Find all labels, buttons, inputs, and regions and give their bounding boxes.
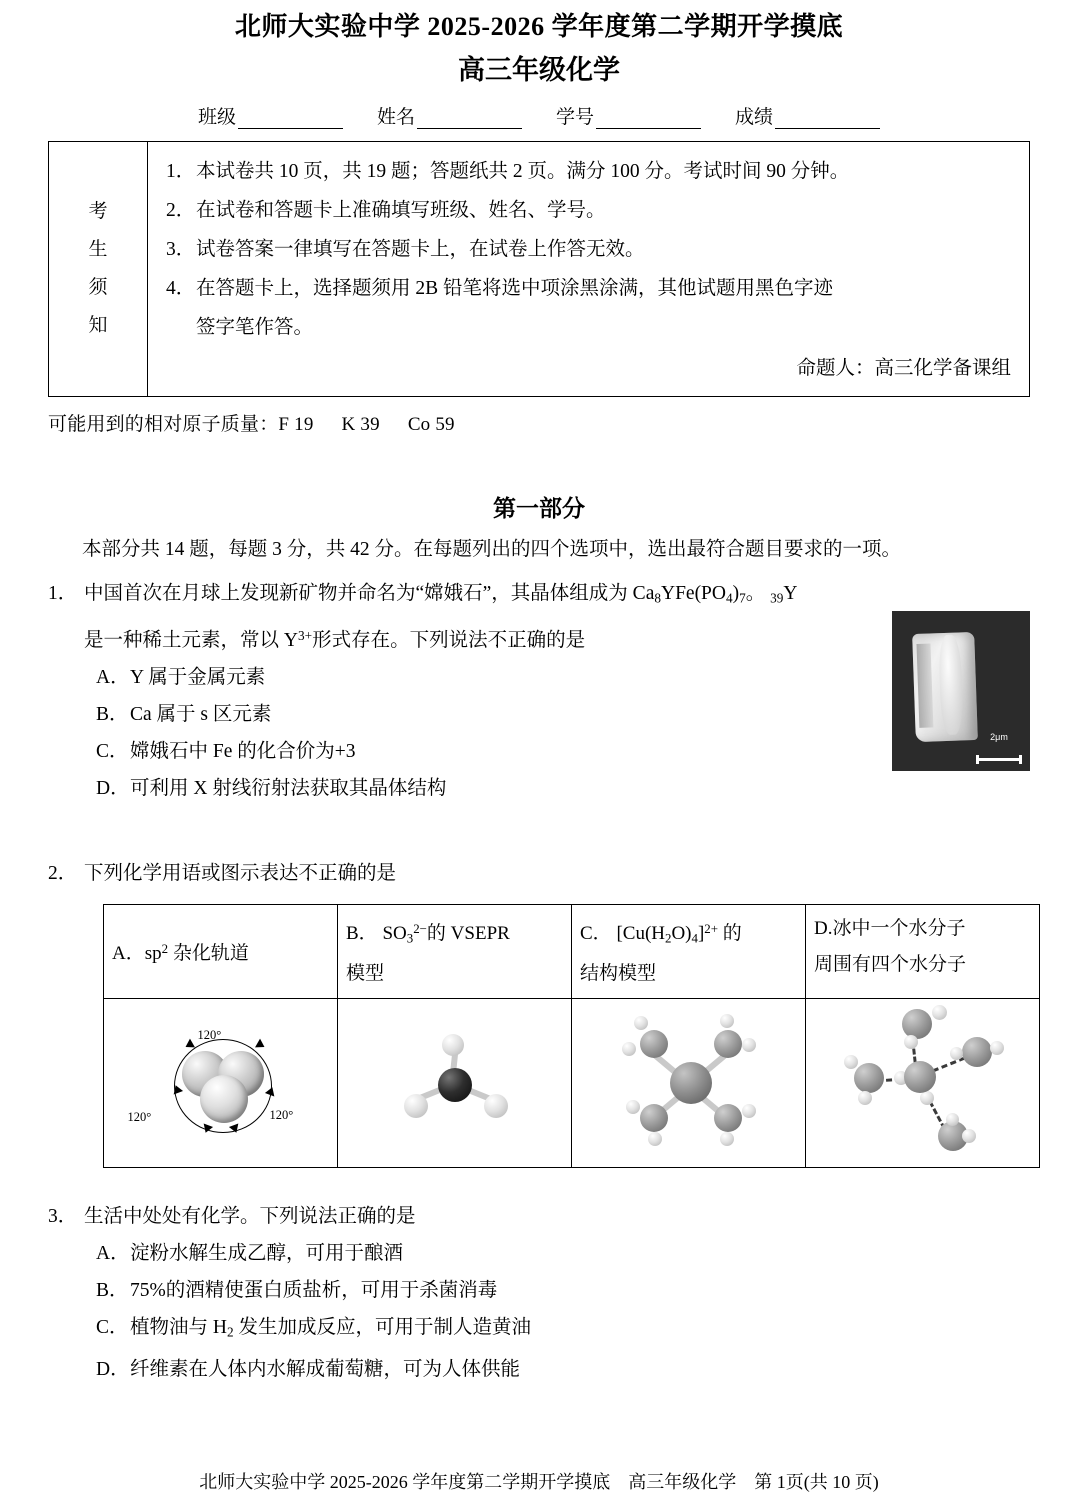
notice-item-num: 4．	[166, 278, 196, 299]
q1-stem-text-e: Y	[783, 583, 798, 604]
field-student-id-label: 学号	[556, 107, 595, 128]
question-3-option-d[interactable]	[96, 1351, 1030, 1388]
option-letter: D.	[814, 917, 833, 939]
q1-emphasis-incorrect: 不正确 · · ·	[488, 622, 547, 659]
question-2-head	[48, 855, 1030, 892]
option-text-pre: 植物油与 H	[130, 1317, 227, 1339]
notice-author: 命题人：高三化学备课组	[796, 358, 1011, 379]
hydrogen-atom	[742, 1038, 756, 1052]
option-text: 淀粉水解生成乙醇，可用于酿酒	[130, 1243, 404, 1265]
option-letter: C．	[96, 740, 129, 762]
scale-bar-line	[976, 758, 1022, 761]
option-text-c1: [Cu(H	[611, 922, 665, 944]
option-text: Y 属于金属元素	[130, 666, 266, 688]
relative-atomic-mass-line	[48, 409, 1030, 436]
hydrogen-atom	[962, 1129, 976, 1143]
hydrogen-atom	[904, 1035, 918, 1049]
question-2-stem	[84, 855, 1030, 892]
notice-item	[166, 152, 1017, 191]
option-text-c2: O)	[671, 922, 692, 944]
q1-sub-8: 8	[654, 590, 661, 606]
q2-option-a-figure-cell	[104, 999, 338, 1168]
part-description: 本部分共 14 题，每题 3 分，共 42 分。在每题列出的四个选项中，选出最符合题目要求的一项。	[82, 539, 902, 560]
scale-bar	[976, 719, 1022, 761]
oxygen-atom	[640, 1030, 668, 1058]
notice-item-text: 本试卷共 10 页，共 19 题；答题纸共 2 页。满分 100 分。考试时间 90 分钟。	[196, 161, 850, 182]
question-1-option-c[interactable]	[96, 733, 1030, 770]
option-text-post: 发生加成反应，可用于制人造黄油	[233, 1317, 531, 1339]
cu-tetraaqua-complex-model	[604, 1008, 774, 1158]
option-text-a1: sp	[144, 942, 162, 964]
cu-charge: 2+	[704, 920, 719, 936]
question-3-head	[48, 1198, 1030, 1235]
field-class	[198, 102, 343, 129]
page-title: 北师大实验中学 2025-2026 学年度第二学期开学摸底	[234, 12, 844, 41]
question-3-options	[48, 1235, 1030, 1388]
option-letter: C．	[580, 922, 612, 944]
question-1	[48, 575, 1030, 807]
footer-page-number: 第 1页(共 10 页)	[754, 1472, 879, 1492]
notice-item-text: 试卷答案一律填写在答题卡上，在试卷上作答无效。	[196, 239, 645, 260]
peripheral-atom	[404, 1094, 428, 1118]
footer-subject: 高三年级化学	[628, 1472, 737, 1492]
table-row-headers	[104, 904, 1040, 998]
notice-item	[166, 230, 1017, 269]
atomic-mass-k: K 39	[341, 414, 380, 435]
hydrogen-atom	[858, 1091, 872, 1105]
option-letter: B．	[96, 703, 129, 725]
question-1-number: 1．	[48, 583, 78, 604]
scale-bar-label: 2μm	[990, 732, 1008, 742]
question-1-option-a[interactable]	[96, 659, 1030, 696]
crystal-shape	[912, 632, 978, 742]
notice-item-num: 3．	[166, 239, 196, 260]
question-1-option-b[interactable]	[96, 696, 1030, 733]
page-footer	[0, 1468, 1078, 1494]
q1-stem-line2-b: 形式存在。下列说法	[312, 629, 488, 651]
option-letter: B．	[96, 1280, 129, 1302]
hydrogen-atom	[946, 1113, 959, 1126]
option-text: 纤维素在人体内水解成葡萄糖，可为人体供能	[130, 1358, 521, 1380]
notice-label-char-3: 须	[88, 277, 108, 298]
student-info-row	[48, 102, 1030, 129]
page-subtitle: 高三年级化学	[458, 55, 620, 85]
notice-label-char-4: 知	[88, 315, 108, 336]
hydrogen-atom	[932, 1005, 947, 1020]
orbital-lobe-3	[200, 1075, 248, 1123]
sp2-hybrid-orbital-diagram	[126, 1013, 316, 1153]
field-name-blank[interactable]	[417, 110, 522, 129]
angle-label-left: 120°	[127, 1110, 152, 1125]
hydrogen-atom	[950, 1047, 963, 1060]
peripheral-atom	[484, 1094, 508, 1118]
exam-page	[0, 10, 1078, 1510]
table-row-figures	[104, 999, 1040, 1168]
oxygen-atom	[902, 1009, 932, 1039]
oxygen-atom	[854, 1063, 884, 1093]
hydrogen-atom	[648, 1132, 662, 1146]
hydrogen-atom	[634, 1016, 648, 1030]
h2-subscript: 2	[226, 1324, 234, 1340]
angle-arrow-icon	[228, 1124, 240, 1135]
angle-label-top: 120°	[197, 1028, 222, 1043]
so3-vsepr-ball-stick-model	[380, 1018, 530, 1148]
notice-item-text: 在试卷和答题卡上准确填写班级、姓名、学号。	[196, 200, 606, 221]
q2-option-b-header[interactable]	[338, 904, 572, 998]
q2-option-c-figure-cell	[572, 999, 806, 1168]
notice-item	[166, 269, 1017, 308]
question-1-option-d[interactable]	[96, 770, 1030, 807]
part-title: 第一部分	[493, 496, 585, 521]
question-3-option-a[interactable]	[96, 1235, 1030, 1272]
field-score-label: 成绩	[735, 107, 774, 128]
q2-stem-b: 的是	[357, 862, 397, 884]
q1-sub-7: 7	[739, 590, 746, 606]
question-3-number: 3．	[48, 1206, 78, 1228]
q1-stem-text-c: )	[732, 583, 740, 604]
q2-stem-a: 下列化学用语或图示表达	[84, 862, 299, 884]
option-text-c3: ]	[697, 922, 705, 944]
q2-option-a-header[interactable]	[104, 904, 338, 998]
question-2-number: 2．	[48, 862, 78, 884]
oxygen-atom	[962, 1037, 992, 1067]
field-student-id-blank[interactable]	[596, 110, 701, 129]
q1-presub-39: 39	[770, 590, 784, 606]
field-score	[735, 102, 880, 129]
field-class-label: 班级	[197, 107, 236, 128]
so3-subscript: 3	[406, 930, 414, 946]
hydrogen-atom	[920, 1091, 934, 1105]
q1-sup-3plus: 3+	[297, 627, 313, 643]
notice-item-continuation: 签字笔作答。	[196, 317, 314, 338]
option-letter: A．	[96, 666, 130, 688]
notice-body	[148, 142, 1029, 396]
question-1-stem	[84, 575, 1030, 659]
question-2-options-table	[103, 904, 1040, 1168]
option-text-b3: 模型	[346, 963, 385, 985]
q2-option-b-figure-cell	[338, 999, 572, 1168]
atomic-mass-co: Co 59	[407, 414, 455, 435]
hydrogen-atom	[742, 1104, 756, 1118]
oxygen-atom	[640, 1104, 668, 1132]
copper-center-atom	[670, 1062, 712, 1104]
q1-sub-4: 4	[726, 590, 733, 606]
atomic-mass-f: F 19	[278, 414, 314, 435]
notice-label-char-1: 考	[88, 201, 108, 222]
notice-item-num: 2．	[166, 200, 196, 221]
question-3-option-b[interactable]	[96, 1272, 1030, 1309]
exam-notice-box	[48, 141, 1030, 397]
field-name	[377, 102, 522, 129]
option-text-b1: SO	[377, 922, 407, 944]
hydrogen-atom	[626, 1100, 640, 1114]
q1-stem-line2-c: 的是	[546, 629, 586, 651]
ice-hydrogen-bond-model	[828, 1003, 1018, 1163]
q1-stem-text-a: 中国首次在月球上发现新矿物并命名为“嫦娥石”，其晶体组成为 Ca	[84, 583, 655, 604]
mineral-sem-image	[892, 611, 1030, 771]
hydrogen-atom	[622, 1042, 636, 1056]
angle-label-right: 120°	[269, 1108, 294, 1123]
question-2	[48, 855, 1030, 1168]
option-text-a2: 杂化轨道	[168, 942, 249, 964]
notice-item-text: 在答题卡上，选择题须用 2B 铅笔将选中项涂黑涂满，其他试题用黑色字迹	[196, 278, 834, 299]
q2-option-c-header[interactable]	[572, 904, 806, 998]
q1-stem-line2-a: 是一种稀土元素，常以 Y	[84, 629, 298, 651]
option-text	[130, 1309, 1030, 1351]
option-text-b2: 的 VSEPR	[426, 922, 510, 944]
option-text: 可利用 X 射线衍射法获取其晶体结构	[130, 777, 447, 799]
option-letter: A．	[96, 1243, 130, 1265]
option-text-c5: 结构模型	[580, 963, 657, 985]
option-text: 75%的酒精使蛋白质盐析，可用于杀菌消毒	[130, 1280, 498, 1302]
option-text-c4: 的	[718, 922, 742, 944]
option-text-d2: 周围有四个水分子	[814, 953, 967, 975]
notice-vertical-label	[49, 142, 148, 396]
question-3-option-c[interactable]	[96, 1309, 1030, 1351]
option-text: Ca 属于 s 区元素	[130, 703, 272, 725]
option-text-d1: 冰中一个水分子	[832, 917, 966, 939]
question-1-options	[48, 659, 1030, 807]
field-score-blank[interactable]	[775, 110, 880, 129]
option-letter: B．	[346, 922, 378, 944]
oxygen-atom	[714, 1030, 742, 1058]
so3-charge: 2−	[413, 920, 427, 936]
central-atom	[438, 1068, 472, 1102]
atomic-mass-prefix: 可能用到的相对原子质量：	[48, 414, 279, 435]
q2-option-d-header[interactable]	[806, 904, 1040, 998]
hydrogen-atom	[720, 1014, 734, 1028]
cu-h2o-subscript: 2	[665, 930, 672, 946]
sp2-superscript: 2	[161, 940, 169, 956]
hydrogen-atom	[720, 1132, 734, 1146]
oxygen-atom	[714, 1104, 742, 1132]
question-1-head	[48, 575, 1030, 659]
notice-item-num: 1．	[166, 161, 196, 182]
q2-emphasis-incorrect: 不正确 · · ·	[299, 855, 358, 892]
peripheral-atom	[442, 1034, 464, 1056]
field-class-blank[interactable]	[238, 110, 343, 129]
angle-arrow-icon	[255, 1039, 267, 1052]
field-name-label: 姓名	[376, 107, 415, 128]
central-oxygen-atom	[904, 1061, 936, 1093]
notice-item	[166, 191, 1017, 230]
q1-stem-text-b: YFe(PO	[660, 583, 726, 604]
option-letter: A．	[112, 942, 145, 964]
option-letter: C．	[96, 1317, 129, 1339]
option-letter: D．	[96, 777, 130, 799]
notice-label-char-2: 生	[88, 239, 108, 260]
question-3	[48, 1198, 1030, 1388]
angle-arrow-icon	[200, 1124, 212, 1135]
q2-option-d-figure-cell	[806, 999, 1040, 1168]
q1-stem-text-d: 。	[745, 583, 766, 604]
cu-ligand-count: 4	[691, 930, 698, 946]
hydrogen-atom	[844, 1055, 858, 1069]
option-text: 嫦娥石中 Fe 的化合价为+3	[130, 740, 356, 762]
hydrogen-atom	[990, 1041, 1004, 1055]
option-letter: D．	[96, 1358, 130, 1380]
field-student-id	[556, 102, 701, 129]
footer-school-term: 北师大实验中学 2025-2026 学年度第二学期开学摸底	[199, 1472, 611, 1492]
question-3-stem: 生活中处处有化学。下列说法正确的是	[84, 1206, 416, 1228]
